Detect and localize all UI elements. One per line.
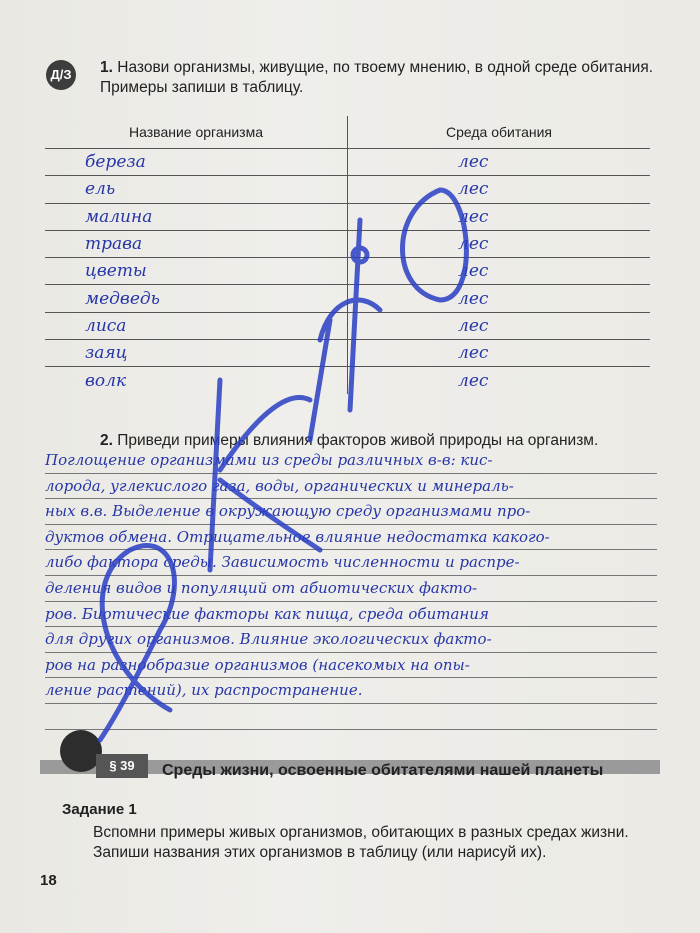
table-row [45,285,650,312]
organisms-table [45,116,650,394]
task-2-number: 2. [100,432,113,449]
task-1-text: Назови организмы, живущие, по твоему мнению, в одной среде обитания. Примеры запиши в таблицу. [100,59,654,96]
habitat-cell: лес [348,258,651,285]
table-row [45,340,650,367]
table-row [45,258,650,285]
answer-lines [45,448,657,730]
answer-line: ных в.в. Выделение в окружающую среду организмами про- [45,499,657,525]
table-row [45,230,650,257]
organism-cell: волк [45,367,348,394]
habitat-cell: лес [458,370,489,391]
organism-cell: медведь [45,285,348,312]
answer-line: ление растений), их распространение. [45,678,657,704]
zadanie-1-title: Задание 1 [62,801,137,818]
table-row [45,176,650,203]
habitat-cell: лес [348,176,651,203]
organism-cell: трава [45,230,348,257]
answer-line: дуктов обмена. Отрицательное влияние недостатка какого- [45,525,657,551]
section-number: § 39 [96,754,148,778]
answer-line [45,704,657,730]
answer-line: либо фактора среды. Зависимость численности и распре- [45,550,657,576]
zadanie-1-text: Вспомни примеры живых организмов, обитающих в разных средах жизни. Запиши названия этих организмов в таблицу (или нарисуй их). [93,824,629,861]
page-number: 18 [40,872,57,889]
table-header-habitat: Среда обитания [348,116,651,149]
answer-line: для других организмов. Влияние экологических факто- [45,627,657,653]
habitat-cell: лес [348,230,651,257]
table-row [45,149,650,176]
organism-cell: малина [45,203,348,230]
answer-line: Поглощение организмами из среды различных в-в: кис- [45,448,657,474]
organism-cell: ель [45,176,348,203]
answer-line: лорода, углекислого газа, воды, органических и минераль- [45,474,657,500]
answer-line: ров. Биотические факторы как пища, среда обитания [45,602,657,628]
organism-cell: заяц [45,340,348,367]
habitat-cell: лес [348,285,651,312]
habitat-cell: лес [348,340,651,367]
organism-cell: береза [45,149,348,176]
task-1-number: 1. [100,59,113,76]
habitat-cell: лес [348,312,651,339]
table-header-organism: Название организма [45,116,348,149]
section-header [40,730,660,780]
habitat-cell: лес [348,203,651,230]
table-row [45,312,650,339]
organism-cell: цветы [45,258,348,285]
organism-cell: лиса [45,312,348,339]
answer-line: деления видов и популяций от абиотических факто- [45,576,657,602]
homework-badge-icon: Д/З [46,60,76,90]
habitat-cell: лес [348,149,651,176]
table-row [45,203,650,230]
section-title: Среды жизни, освоенные обитателями нашей планеты [162,762,604,779]
table-row [45,367,650,394]
task-1 [100,58,660,98]
task-2-text: Приведи примеры влияния факторов живой природы на организм. [117,432,599,449]
answer-line: ров на разнообразие организмов (насекомых на опы- [45,653,657,679]
